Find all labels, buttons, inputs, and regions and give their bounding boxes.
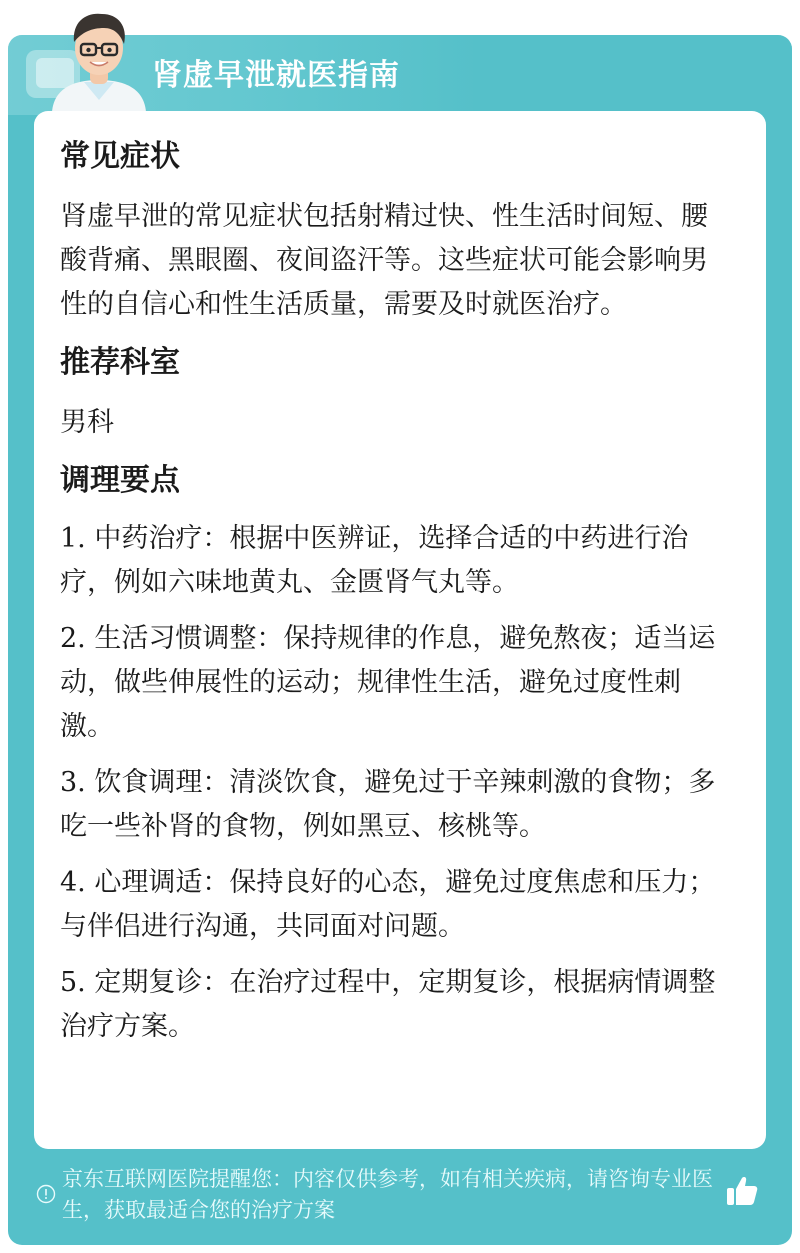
list-item-text: 中药治疗：根据中医辨证，选择合适的中药进行治疗，例如六味地黄丸、金匮肾气丸等。 (60, 523, 689, 598)
section-title-symptoms: 常见症状 (60, 139, 180, 174)
symptoms-text: 肾虚早泄的常见症状包括射精过快、性生活时间短、腰酸背痛、黑眼圈、夜间盗汗等。这些症状可能会影响男性的自信心和性生活质量，需要及时就医治疗。 (60, 201, 708, 320)
content-card (34, 111, 766, 1149)
section-title-department: 推荐科室 (60, 345, 180, 380)
doctor-avatar (44, 8, 154, 116)
list-item-number: 5. (60, 967, 86, 998)
list-item (60, 517, 730, 605)
list-item (60, 761, 730, 849)
page-title: 肾虚早泄就医指南 (152, 58, 400, 93)
list-item-text: 心理调适：保持良好的心态，避免过度焦虑和压力；与伴侣进行沟通，共同面对问题。 (60, 867, 716, 942)
list-item (60, 617, 730, 749)
list-item-text: 饮食调理：清淡饮食，避免过于辛辣刺激的食物；多吃一些补肾的食物，例如黑豆、核桃等。 (60, 767, 716, 842)
list-item-number: 4. (60, 867, 86, 898)
thumbs-up-icon[interactable] (724, 1173, 760, 1213)
list-item-text: 生活习惯调整：保持规律的作息，避免熬夜；适当运动，做些伸展性的运动；规律性生活，避免过度性刺激。 (60, 623, 716, 742)
disclaimer-text: 京东互联网医院提醒您：内容仅供参考，如有相关疾病，请咨询专业医生，获取最适合您的治疗方案 (62, 1167, 713, 1222)
list-item-number: 1. (60, 523, 86, 554)
list-item-number: 3. (60, 767, 86, 798)
department-text: 男科 (60, 407, 114, 438)
list-item (60, 861, 730, 949)
section-title-care-points: 调理要点 (60, 463, 180, 498)
info-icon (36, 1184, 56, 1208)
list-item-text: 定期复诊：在治疗过程中，定期复诊，根据病情调整治疗方案。 (60, 967, 716, 1042)
content-body (60, 137, 730, 1049)
list-item-number: 2. (60, 623, 86, 654)
list-item (60, 961, 730, 1049)
